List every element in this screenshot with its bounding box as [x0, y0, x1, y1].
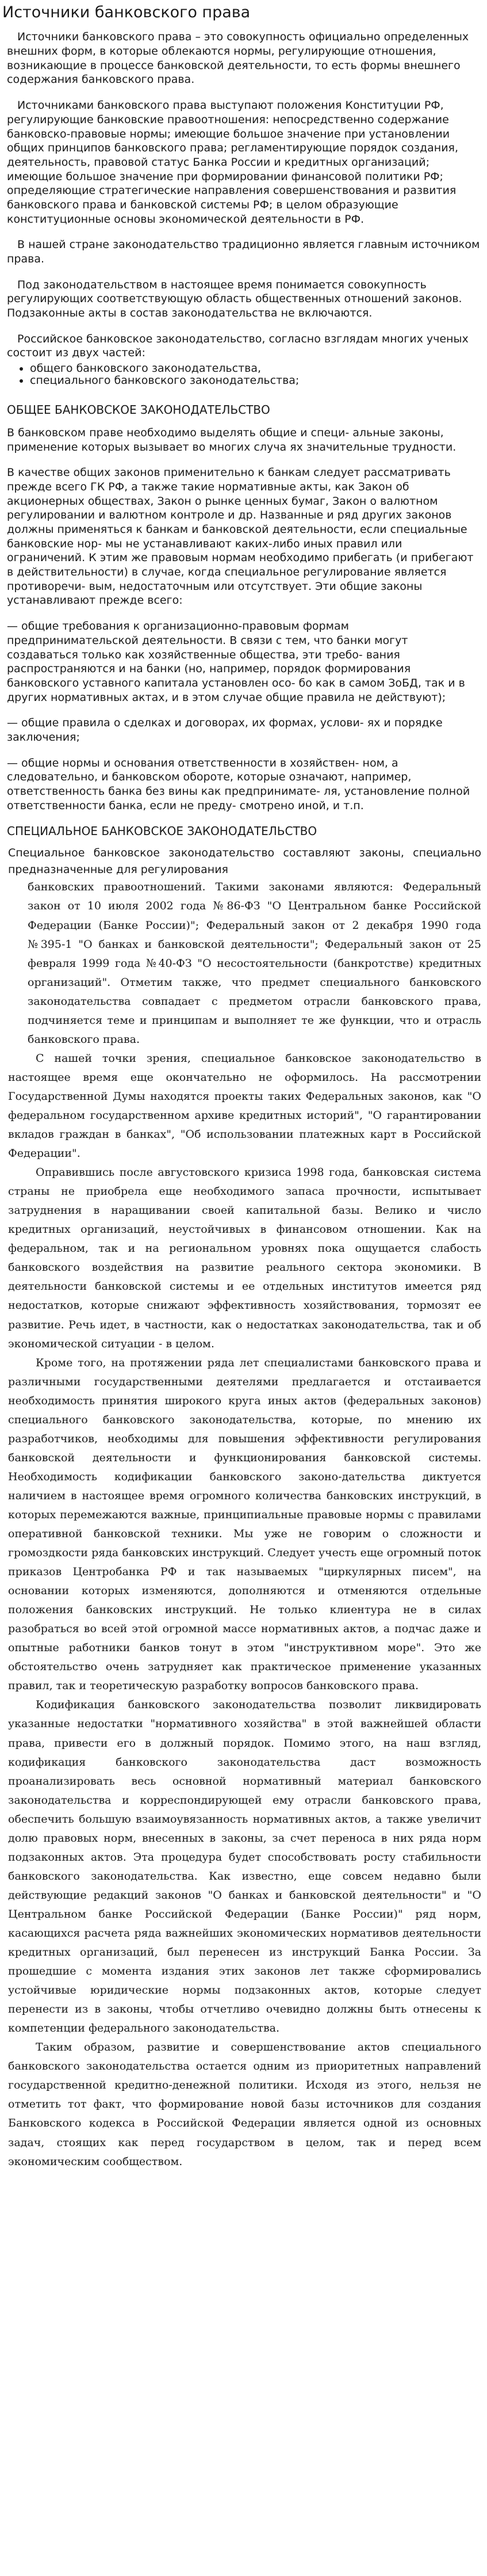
special-paragraph: банковских правоотношений. Такими законами являются: Федеральный закон от 10 июля 2002 года №86-ФЗ "О Центральном банке Российской Федерации (Банке России)"; Федеральный закон от 2 декабря 1990 года №395-1 "О банках и банковской деятельности"; Федеральный закон от 25 февраля 1999 года №40-ФЗ "О несостоятельности (банкротстве) кредитных организаций". Отметим также, что предмет специального банковского законодательства совпадает с предметом отрасли банковского права, подчиняется теме и принципам и выполняет те же функции, что и отрасль банковского права.: [28, 881, 481, 1046]
intro-paragraph: Источниками банковского права выступают положения Конституции РФ, регулирующие банковские правоотношения: непосредственно содержание банковско-правовые нормы; имеющие большое значение при установлении общих принципов банковского права; регламентирующие порядок создания, деятельность, правовой статус Банка России и кредитных организаций; имеющие большое значение при формировании финансовой политики РФ; определяющие стратегические направления совершенствования и развития банковского права и банковской системы РФ; в целом образующие конституционные основы экономической деятельности в РФ.: [7, 99, 459, 226]
special-paragraph: С нашей точки зрения, специальное банковское законодательство в настоящее время еще окончательно не оформилось. На рассмотрении Государственной Думы находятся проекты таких Федеральных законов, как "О федеральном государственном архиве кредитных историй", "О гарантировании вкладов граждан в банках", "Об использовании платежных карт в Российской Федерации".: [8, 1051, 481, 1160]
legislation-parts-list: [7, 363, 481, 387]
list-item: • общего банковского законодательства,: [30, 363, 481, 375]
special-legislation-section: [0, 845, 487, 2171]
intro-section: [0, 30, 487, 387]
general-legislation-section: [0, 426, 487, 813]
general-paragraph: — общие правила о сделках и договорах, их формах, услови- ях и порядке заключения;: [7, 717, 443, 744]
intro-paragraph: Под законодательством в настоящее время понимается совокупность регулирующих соответствующую область общественных отношений законов. Подзаконные акты в состав законодательства не включаются.: [7, 278, 462, 320]
special-paragraph: Кодификация банковского законодательства позволит ликвидировать указанные недостатки "нормативного хозяйства" в этой важнейшей области права, привести его в должный порядок. Помимо этого, на наш взгляд, кодификация банковского законодательства даст возможность проанализировать весь основной нормативный материал банковского законодательства и корреспондирующей ему отрасли банковского права, обеспечить большую взаимоувязанность нормативных актов, а также увеличит долю правовых норм, внесенных в законы, за счет переноса в них ряда норм подзаконных актов. Эта процедура будет способствовать росту стабильности банковского законодательства. Как известно, еще совсем недавно были действующие редакций законов "О банках и банковской деятельности" и "О Центральном банке Российской Федерации (Банке России)" ряд норм, касающихся расчета ряда важнейших экономических нормативов деятельности кредитных организаций, был перенесен из инструкций Банка России. За прошедшие с момента издания этих законов лет также сформировались устойчивые юридические нормы подзаконных актов, которые следует перенести из в законы, чтобы отчетливо очевидно должны быть отнесены к компетенции федерального законодательства.: [8, 1698, 481, 2035]
special-legislation-heading: СПЕЦИАЛЬНОЕ БАНКОВСКОЕ ЗАКОНОДАТЕЛЬСТВО: [7, 824, 317, 839]
list-item: • специального банковского законодательства;: [30, 375, 481, 387]
intro-paragraph: В нашей стране законодательство традиционно является главным источником права.: [7, 238, 480, 266]
general-paragraph: — общие требования к организационно-правовым формам предпринимательской деятельности. В связи с тем, что банки могут создаваться только как хозяйственные общества, эти требо- вания распространяются и на банки (но, например, порядок формирования банковского уставного капитала установлен осо- бо как в самом ЗоБД, так и в других нормативных актах, и в этом случае общие правила не действуют);: [7, 620, 465, 704]
general-paragraph: — общие нормы и основания ответственности в хозяйствен- ном, а следовательно, и банковском обороте, которые означают, например, ответственность банка без вины как предпринимате- ля, установление полной ответственности банка, если не преду- смотрено иной, и т.п.: [7, 756, 470, 812]
special-paragraph: Таким образом, развитие и совершенствование актов специального банковского законодательства остается одним из приоритетных направлений государственной кредитно-денежной политики. Исходя из этого, нельзя не отметить тот факт, что формирование новой базы источников для создания Банковского кодекса в Российской Федерации является одной из основных задач, стоящих как перед государством в целом, так и перед всем экономическим сообществом.: [8, 2041, 481, 2168]
intro-paragraph: Источники банковского права – это совокупность официально определенных внешних форм, в которые облекаются нормы, регулирующие отношения, возникающие в процессе банковской деятельности, то есть формы внешнего содержания банковского права.: [7, 31, 469, 86]
special-paragraph: Кроме того, на протяжении ряда лет специалистами банковского права и различными государственными деятелями предлагается и отстаивается необходимость принятия широкого круга иных актов (федеральных законов) специального банковского законодательства, которые, по мнению их разработчиков, необходимы для повышения эффективности регулирования банковской деятельности и функционирования банковской системы. Необходимость кодификации банковского законо-дательства диктуется наличием в настоящее время огромного количества банковских инструкций, в которых перемежаются важные, принципиальные правовые нормы с правилами оперативной банковской техники. Мы уже не говорим о сложности и громоздкости ряда банковских инструкций. Следует учесть еще огромный поток приказов Центробанка РФ и так называемых "циркулярных писем", на основании которых изменяются, дополняются и отменяются отдельные положения банковских инструкций. Не только клиентура не в силах разобраться во всей этой огромной массе нормативных актов, а подчас даже и опытные работники банков тонут в этом "инструктивном море". Это же обстоятельство очень затрудняет как практическое применение указанных правил, так и теоретическую разработку вопросов банковского права.: [8, 1356, 481, 1693]
general-legislation-heading: ОБЩЕЕ БАНКОВСКОЕ ЗАКОНОДАТЕЛЬСТВО: [7, 402, 270, 417]
intro-paragraph: Российское банковское законодательство, согласно взглядам многих ученых состоит из двух частей:: [7, 332, 469, 360]
special-paragraph: Оправившись после августовского кризиса 1998 года, банковская система страны не приобрела еще необходимого запаса прочности, испытывает затруднения в наращивании своей капитальной базы. Велико и число кредитных организаций, неустойчивых в финансовом отношении. Как на федеральном, так и на региональном уровнях пока ощущается слабость банковского воздействия на развитие реального сектора экономики. В деятельности банковской системы и ее отдельных институтов имеется ряд недостатков, которые снижают эффективность хозяйствования, тормозят ее развитие. Речь идет, в частности, как о недостатках законодательства, так и об экономической ситуации - в целом.: [8, 1166, 481, 1350]
page-title: Источники банковского права: [2, 3, 251, 21]
special-lead-paragraph: Специальное банковское законодательство составляют законы, специально предназначенные для регулирования: [8, 847, 481, 876]
general-paragraph: В качестве общих законов применительно к банкам следует рассматривать прежде всего ГК РФ, а также такие нормативные акты, как Закон об акционерных обществах, Закон о рынке ценных бумаг, Закон о валютном регулировании и валютном контроле и др. Названные и ряд других законов должны применяться к банкам и банковской деятельности, если специальные банковские нор- мы не устанавливают каких-либо иных правил или ограничений. К этим же правовым нормам необходимо прибегать (и прибегают в действительности) в случае, когда специальное регулирование является противоречи- вым, недостаточным или отсутствует. Эти общие законы устанавливают прежде всего:: [7, 466, 474, 607]
general-paragraph: В банковском праве необходимо выделять общие и специ- альные законы, применение которых вызывает во многих случа ях значительные трудности.: [7, 426, 457, 454]
